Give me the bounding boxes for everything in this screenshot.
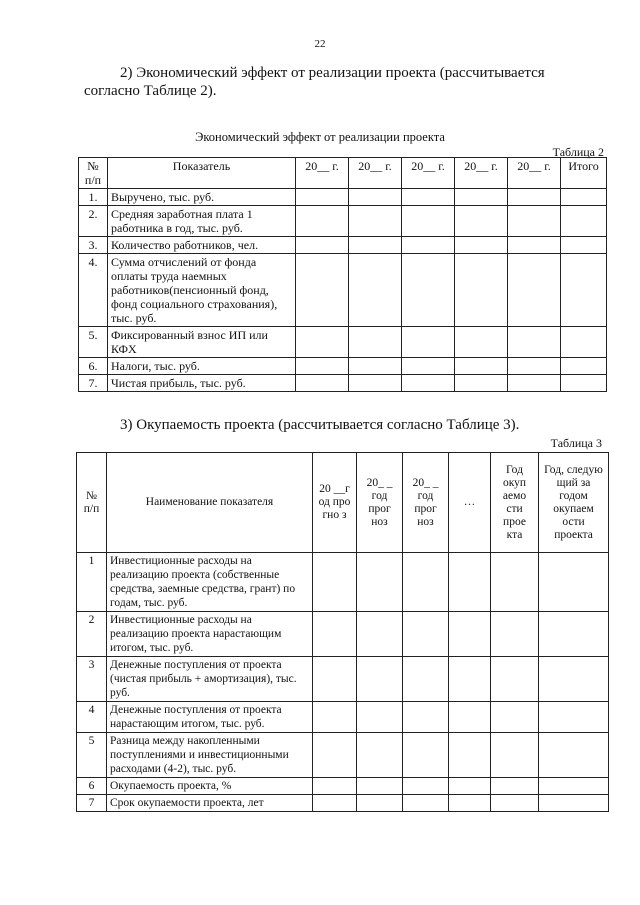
section-3-text: 3) Окупаемость проекта (рассчитывается согласно Таблице 3). (120, 417, 520, 433)
header-year-1: 20__ г. (296, 158, 349, 189)
section-2-heading (84, 64, 564, 100)
row-number: 4. (79, 254, 108, 327)
value-cell (357, 657, 403, 702)
value-cell (508, 206, 561, 237)
value-cell (403, 778, 449, 795)
value-cell (402, 189, 455, 206)
table-2-label: Таблица 2 (552, 145, 604, 159)
value-cell (491, 657, 539, 702)
header-indicator: Показатель (108, 158, 296, 189)
value-cell (539, 553, 609, 612)
value-cell (349, 237, 402, 254)
table-row (79, 375, 607, 392)
value-cell (455, 237, 508, 254)
value-cell (539, 612, 609, 657)
value-cell (561, 189, 607, 206)
row-number: 5 (77, 733, 107, 778)
value-cell (296, 327, 349, 358)
header-ellipsis: … (449, 453, 491, 553)
table-2 (78, 157, 607, 392)
value-cell (491, 778, 539, 795)
header-total: Итого (561, 158, 607, 189)
header-year-after-payback: Год, следую щий за годом окупаем ости проекта (539, 453, 609, 553)
row-number: 1 (77, 553, 107, 612)
value-cell (539, 733, 609, 778)
value-cell (539, 795, 609, 812)
value-cell (296, 237, 349, 254)
value-cell (402, 358, 455, 375)
row-number: 1. (79, 189, 108, 206)
value-cell (403, 795, 449, 812)
value-cell (313, 733, 357, 778)
row-indicator: Количество работников, чел. (108, 237, 296, 254)
row-number: 3. (79, 237, 108, 254)
value-cell (402, 327, 455, 358)
value-cell (313, 612, 357, 657)
value-cell (313, 778, 357, 795)
row-indicator: Выручено, тыс. руб. (108, 189, 296, 206)
row-indicator: Денежные поступления от проекта (чистая прибыль + амортизация), тыс. руб. (107, 657, 313, 702)
table-row (79, 189, 607, 206)
row-number: 5. (79, 327, 108, 358)
value-cell (402, 237, 455, 254)
value-cell (455, 206, 508, 237)
value-cell (491, 702, 539, 733)
value-cell (508, 189, 561, 206)
value-cell (403, 553, 449, 612)
row-indicator: Инвестиционные расходы на реализацию проекта нарастающим итогом, тыс. руб. (107, 612, 313, 657)
page-number: 22 (314, 38, 326, 50)
value-cell (508, 327, 561, 358)
value-cell (403, 733, 449, 778)
table-row (77, 778, 609, 795)
table-3 (76, 452, 609, 812)
value-cell (296, 254, 349, 327)
table-row (77, 795, 609, 812)
table-2-caption: Экономический эффект от реализации проекта (195, 130, 445, 144)
value-cell (508, 375, 561, 392)
value-cell (455, 327, 508, 358)
value-cell (539, 657, 609, 702)
row-number: 2. (79, 206, 108, 237)
value-cell (449, 795, 491, 812)
value-cell (491, 733, 539, 778)
value-cell (349, 327, 402, 358)
value-cell (561, 358, 607, 375)
value-cell (403, 657, 449, 702)
row-indicator: Разница между накопленными поступлениями и инвестиционными расходами (4-2), тыс. руб. (107, 733, 313, 778)
value-cell (491, 795, 539, 812)
table-row (79, 206, 607, 237)
header-forecast-2: 20_ _ год прог ноз (357, 453, 403, 553)
row-number: 6 (77, 778, 107, 795)
value-cell (357, 612, 403, 657)
value-cell (455, 375, 508, 392)
value-cell (449, 612, 491, 657)
value-cell (491, 612, 539, 657)
header-num: № п/п (79, 158, 108, 189)
row-indicator: Денежные поступления от проекта нарастающим итогом, тыс. руб. (107, 702, 313, 733)
header-forecast-1: 20 __г од про гно з (313, 453, 357, 553)
value-cell (455, 358, 508, 375)
header-year-3: 20__ г. (402, 158, 455, 189)
row-number: 7. (79, 375, 108, 392)
value-cell (349, 358, 402, 375)
row-indicator: Чистая прибыль, тыс. руб. (108, 375, 296, 392)
value-cell (349, 254, 402, 327)
value-cell (313, 553, 357, 612)
value-cell (313, 795, 357, 812)
value-cell (402, 375, 455, 392)
value-cell (561, 254, 607, 327)
value-cell (357, 553, 403, 612)
value-cell (313, 702, 357, 733)
value-cell (455, 254, 508, 327)
value-cell (403, 702, 449, 733)
row-number: 3 (77, 657, 107, 702)
value-cell (357, 778, 403, 795)
header-payback-year: Год окуп аемо сти прое кта (491, 453, 539, 553)
value-cell (402, 206, 455, 237)
row-indicator: Фиксированный взнос ИП или КФХ (108, 327, 296, 358)
section-2-text: 2) Экономический эффект от реализации проекта (рассчитывается согласно Таблице 2). (84, 65, 545, 99)
value-cell (508, 254, 561, 327)
header-num: № п/п (77, 453, 107, 553)
table-row (77, 733, 609, 778)
row-indicator: Средняя заработная плата 1 работника в год, тыс. руб. (108, 206, 296, 237)
value-cell (449, 657, 491, 702)
value-cell (539, 778, 609, 795)
table-row (77, 553, 609, 612)
value-cell (403, 612, 449, 657)
value-cell (539, 702, 609, 733)
row-indicator: Окупаемость проекта, % (107, 778, 313, 795)
row-indicator: Инвестиционные расходы на реализацию проекта (собственные средства, заемные средства, грант) по годам, тыс. руб. (107, 553, 313, 612)
value-cell (449, 733, 491, 778)
value-cell (561, 237, 607, 254)
value-cell (313, 657, 357, 702)
value-cell (349, 189, 402, 206)
table-row (79, 237, 607, 254)
value-cell (296, 206, 349, 237)
value-cell (561, 375, 607, 392)
header-year-4: 20__ г. (455, 158, 508, 189)
row-indicator: Налоги, тыс. руб. (108, 358, 296, 375)
value-cell (296, 375, 349, 392)
value-cell (296, 358, 349, 375)
table-row (79, 358, 607, 375)
value-cell (508, 358, 561, 375)
value-cell (357, 733, 403, 778)
table-row (79, 254, 607, 327)
table-row (77, 657, 609, 702)
value-cell (455, 189, 508, 206)
value-cell (449, 778, 491, 795)
table-3-label: Таблица 3 (550, 436, 602, 450)
row-indicator: Срок окупаемости проекта, лет (107, 795, 313, 812)
row-number: 4 (77, 702, 107, 733)
value-cell (357, 795, 403, 812)
row-number: 2 (77, 612, 107, 657)
value-cell (296, 189, 349, 206)
header-indicator-name: Наименование показателя (107, 453, 313, 553)
header-year-5: 20__ г. (508, 158, 561, 189)
row-number: 6. (79, 358, 108, 375)
header-year-2: 20__ г. (349, 158, 402, 189)
table-row (77, 702, 609, 733)
value-cell (561, 206, 607, 237)
value-cell (357, 702, 403, 733)
row-number: 7 (77, 795, 107, 812)
value-cell (449, 553, 491, 612)
table-3-header-row (77, 453, 609, 553)
value-cell (508, 237, 561, 254)
section-3-heading (84, 416, 564, 434)
table-row (77, 612, 609, 657)
value-cell (349, 206, 402, 237)
value-cell (491, 553, 539, 612)
value-cell (349, 375, 402, 392)
value-cell (402, 254, 455, 327)
table-row (79, 327, 607, 358)
value-cell (561, 327, 607, 358)
header-forecast-3: 20_ _ год прог ноз (403, 453, 449, 553)
value-cell (449, 702, 491, 733)
table-2-header-row (79, 158, 607, 189)
row-indicator: Сумма отчислений от фонда оплаты труда наемных работников(пенсионный фонд, фонд социального страхования), тыс. руб. (108, 254, 296, 327)
